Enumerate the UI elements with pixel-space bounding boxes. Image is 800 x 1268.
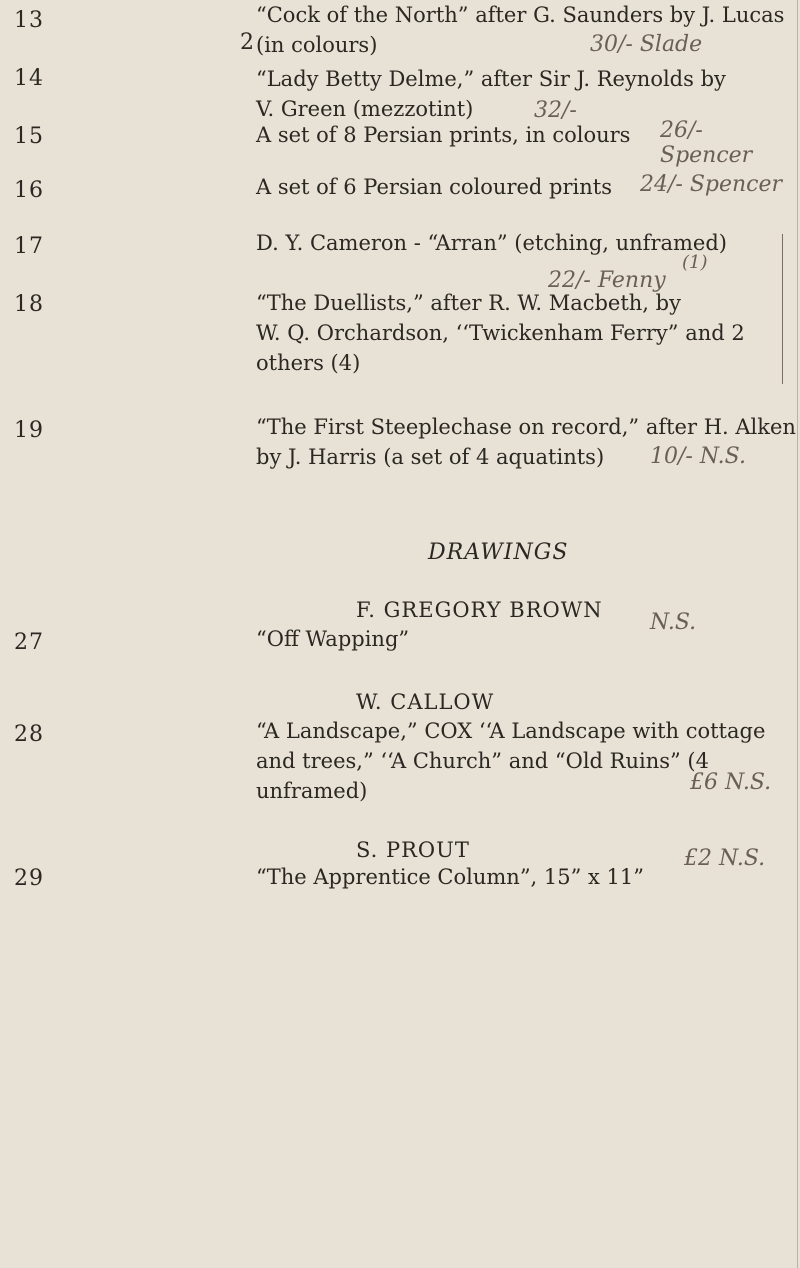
artist-name: S. PROUT [356, 838, 470, 862]
handwritten-annotation: £6 N.S. [690, 770, 772, 795]
lot-entry [256, 624, 786, 654]
lot-line: others (4) [256, 351, 361, 375]
lot-line: “The Apprentice Column”, 15” x 11” [256, 865, 645, 889]
lot-line: “The First Steeplechase on record,” after H. Alken [256, 415, 796, 439]
lot-line: W. Q. Orchardson, ‘‘Twickenham Ferry” and 2 [256, 321, 745, 345]
lot-number: 14 [14, 66, 44, 91]
page-edge [797, 0, 798, 1268]
artist-name: F. GREGORY BROWN [356, 598, 603, 622]
lot-line: “A Landscape,” COX ‘‘A Landscape with cottage [256, 719, 766, 743]
lot-number: 17 [14, 234, 44, 259]
bracket-mark [782, 234, 783, 384]
page-number: 2 [240, 30, 254, 55]
lot-number: 16 [14, 178, 44, 203]
lot-entry [256, 0, 786, 60]
lot-line: “The Duellists,” after R. W. Macbeth, by [256, 291, 681, 315]
lot-number: 15 [14, 124, 44, 149]
handwritten-annotation: 30/- Slade [590, 32, 703, 57]
lot-entry [256, 64, 786, 124]
section-title: DRAWINGS [428, 540, 569, 565]
lot-line: and trees,” ‘‘A Church” and “Old Ruins” (4 [256, 749, 709, 773]
lot-line: unframed) [256, 779, 368, 803]
lot-entry [256, 288, 786, 378]
handwritten-annotation: 24/- Spencer [640, 172, 783, 197]
lot-line: V. Green (mezzotint) [256, 97, 474, 121]
handwritten-annotation: £2 N.S. [684, 846, 766, 871]
lot-line: “Cock of the North” after G. Saunders by J. Lucas [256, 3, 785, 27]
lot-number: 28 [14, 722, 44, 747]
lot-line: D. Y. Cameron - “Arran” (etching, unframed) [256, 231, 727, 255]
handwritten-annotation: 22/- Fenny [548, 268, 666, 293]
handwritten-annotation: N.S. [650, 610, 697, 635]
lot-line: by J. Harris (a set of 4 aquatints) [256, 445, 605, 469]
artist-name: W. CALLOW [356, 690, 495, 714]
lot-line: “Off Wapping” [256, 627, 410, 651]
lot-number: 29 [14, 866, 44, 891]
lot-number: 19 [14, 418, 44, 443]
lot-number: 13 [14, 8, 44, 33]
lot-line: (in colours) [256, 33, 378, 57]
lot-number: 27 [14, 630, 44, 655]
handwritten-annotation: 26/- Spencer [660, 118, 753, 168]
lot-line: A set of 6 Persian coloured prints [256, 175, 612, 199]
lot-number: 18 [14, 292, 44, 317]
handwritten-annotation: 32/- [534, 98, 577, 123]
lot-line: “Lady Betty Delme,” after Sir J. Reynolds by [256, 67, 726, 91]
handwritten-annotation: 10/- N.S. [650, 444, 746, 469]
handwritten-annotation: (1) [682, 252, 708, 273]
lot-line: A set of 8 Persian prints, in colours [256, 123, 631, 147]
